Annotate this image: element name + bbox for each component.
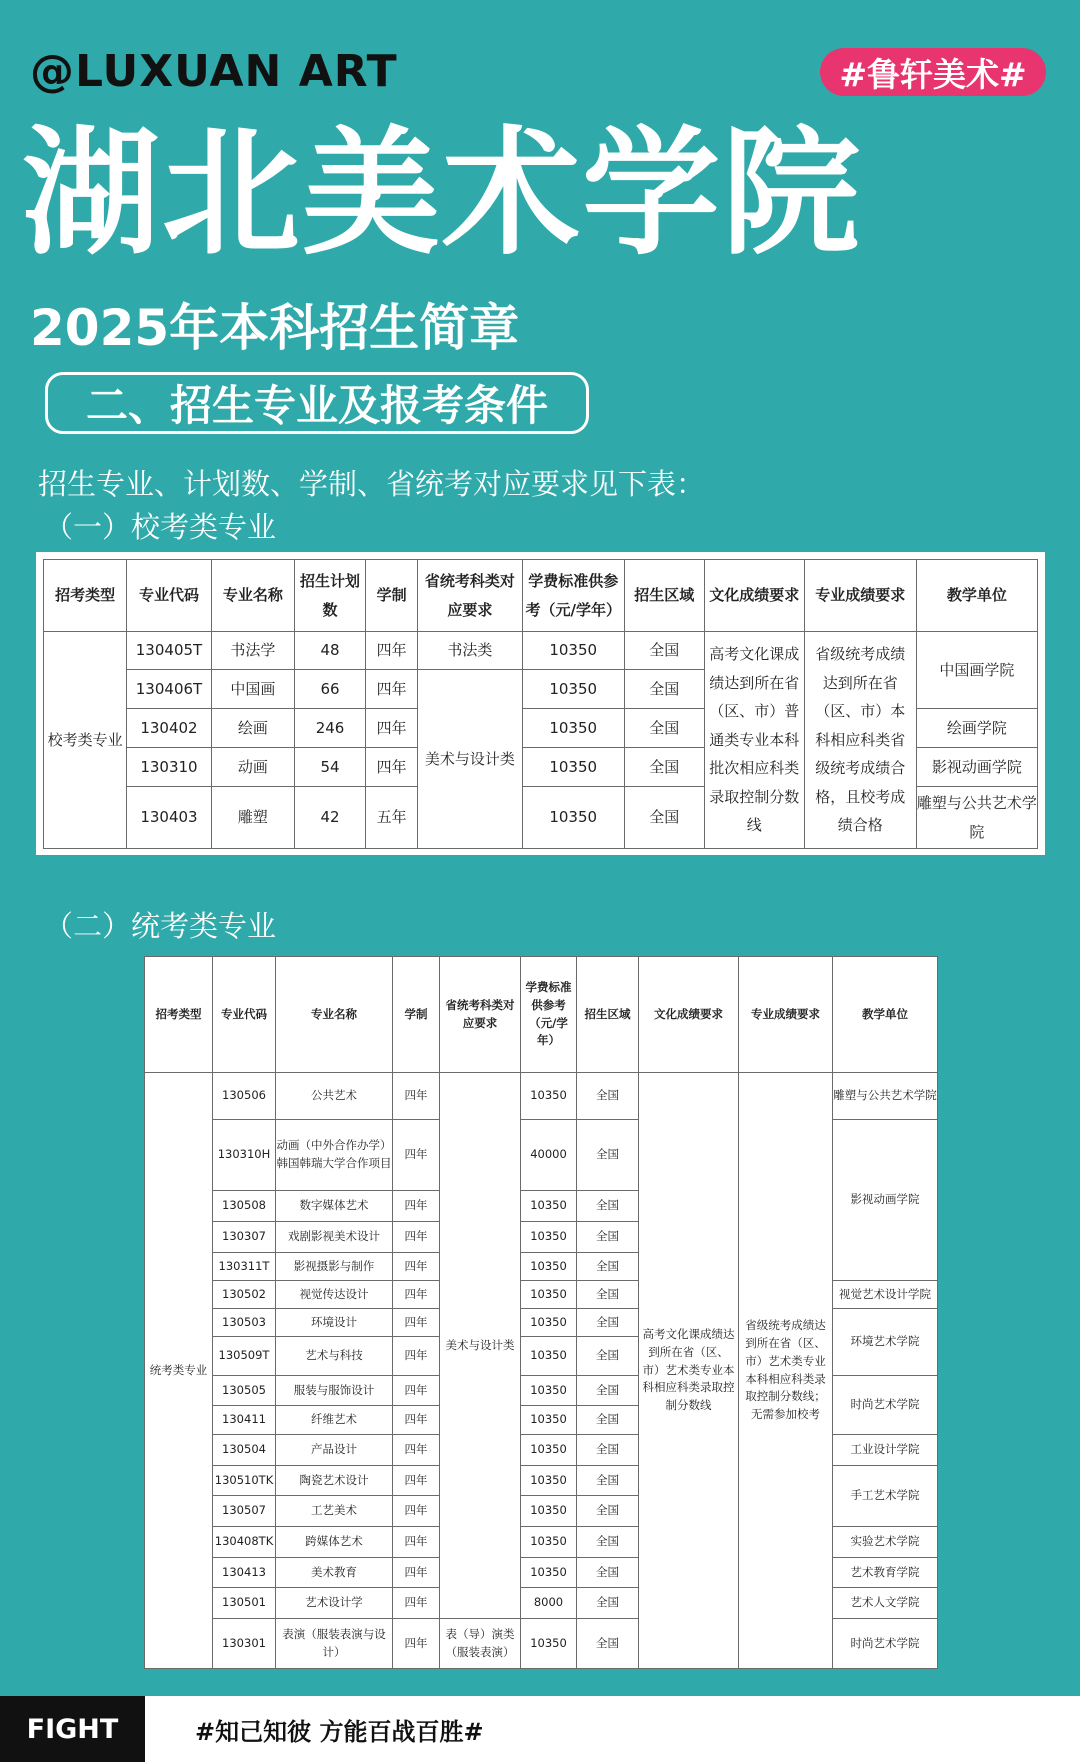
enroll-region: 全国 [577,1376,639,1406]
column-header: 文化成绩要求 [704,560,804,632]
school-exam-heading: （一）校考类专业 [44,510,277,544]
major-code: 130508 [213,1191,276,1222]
table-header-row [44,560,1038,632]
tuition-fee: 10350 [521,1253,577,1281]
tuition-fee: 10350 [521,1191,577,1222]
major-code: 130510TK [213,1466,276,1496]
culture-requirement: 高考文化课成绩达到所在省（区、市）普通类专业本科批次相应科类录取控制分数线 [704,632,804,849]
enroll-region: 全国 [577,1253,639,1281]
enroll-region: 全国 [624,787,704,849]
teaching-unit: 工业设计学院 [833,1435,938,1466]
major-code: 130501 [213,1588,276,1619]
plan-count: 42 [294,787,365,849]
study-years: 四年 [393,1073,440,1120]
plan-count: 246 [294,709,365,748]
teaching-unit: 时尚艺术学院 [833,1619,938,1669]
teaching-unit: 环境艺术学院 [833,1309,938,1376]
column-header: 招考类型 [44,560,127,632]
column-header: 文化成绩要求 [639,957,739,1073]
tuition-fee: 10350 [522,748,624,787]
study-years: 四年 [393,1558,440,1588]
tuition-fee: 10350 [521,1558,577,1588]
enroll-region: 全国 [577,1222,639,1253]
tuition-fee: 10350 [521,1222,577,1253]
study-years: 四年 [366,670,418,709]
study-years: 四年 [393,1191,440,1222]
page-title: 湖北美术学院 [22,113,863,274]
study-years: 四年 [393,1496,440,1527]
major-name: 产品设计 [276,1435,393,1466]
study-years: 四年 [393,1222,440,1253]
study-years: 四年 [393,1309,440,1337]
enroll-region: 全国 [624,748,704,787]
column-header: 专业名称 [211,560,294,632]
column-header: 招生区域 [577,957,639,1073]
culture-requirement: 高考文化课成绩达到所在省（区、市）艺术类专业本科相应科类录取控制分数线 [639,1073,739,1669]
study-years: 四年 [393,1619,440,1669]
tuition-fee: 10350 [522,709,624,748]
study-years: 四年 [366,632,418,670]
intro-text: 招生专业、计划数、学制、省统考对应要求见下表： [38,467,706,501]
study-years: 四年 [393,1466,440,1496]
enroll-region: 全国 [577,1527,639,1558]
teaching-unit: 影视动画学院 [916,748,1037,787]
major-name: 陶瓷艺术设计 [276,1466,393,1496]
column-header: 专业代码 [127,560,211,632]
major-code: 130403 [127,787,211,849]
brand-watermark: @LUXUAN ART [30,46,398,97]
major-name: 视觉传达设计 [276,1281,393,1309]
tuition-fee: 10350 [521,1309,577,1337]
footer-slogan: #知己知彼 方能百战百胜# [195,1717,484,1746]
enroll-region: 全国 [577,1191,639,1222]
major-code: 130504 [213,1435,276,1466]
major-code: 130311T [213,1253,276,1281]
tuition-fee: 8000 [521,1588,577,1619]
column-header: 专业名称 [276,957,393,1073]
major-name: 动画 [211,748,294,787]
teaching-unit: 绘画学院 [916,709,1037,748]
study-years: 四年 [393,1527,440,1558]
major-code: 130502 [213,1281,276,1309]
enroll-region: 全国 [624,670,704,709]
school-exam-table-card [36,552,1045,855]
teaching-unit: 雕塑与公共艺术学院 [916,787,1037,849]
teaching-unit: 手工艺术学院 [833,1466,938,1527]
teaching-unit: 时尚艺术学院 [833,1376,938,1435]
major-name: 绘画 [211,709,294,748]
major-code: 130411 [213,1406,276,1435]
column-header: 专业代码 [213,957,276,1073]
major-name: 工艺美术 [276,1496,393,1527]
major-code: 130506 [213,1073,276,1120]
column-header: 招考类型 [145,957,213,1073]
study-years: 四年 [393,1337,440,1376]
column-header: 学制 [393,957,440,1073]
subject-requirement: 表（导）演类（服装表演） [440,1619,521,1669]
teaching-unit: 艺术人文学院 [833,1588,938,1619]
enroll-region: 全国 [624,709,704,748]
subject-requirement: 美术与设计类 [440,1073,521,1619]
column-header: 教学单位 [833,957,938,1073]
table-row [145,1073,938,1120]
study-years: 四年 [393,1376,440,1406]
teaching-unit: 视觉艺术设计学院 [833,1281,938,1309]
major-code: 130301 [213,1619,276,1669]
major-name: 公共艺术 [276,1073,393,1120]
enroll-region: 全国 [577,1073,639,1120]
table-header-row [145,957,938,1073]
unified-exam-table-card [144,956,937,1668]
major-code: 130310H [213,1120,276,1191]
tuition-fee: 10350 [521,1496,577,1527]
tuition-fee: 10350 [521,1073,577,1120]
column-header: 学费标准供参考（元/学年） [522,560,624,632]
major-code: 130405T [127,632,211,670]
plan-count: 48 [294,632,365,670]
major-name: 表演（服装表演与设计） [276,1619,393,1669]
column-header: 专业成绩要求 [804,560,916,632]
tuition-fee: 10350 [521,1406,577,1435]
exam-type-cell: 校考类专业 [44,632,127,849]
tuition-fee: 10350 [521,1281,577,1309]
major-code: 130310 [127,748,211,787]
major-name: 雕塑 [211,787,294,849]
tuition-fee: 10350 [521,1527,577,1558]
major-code: 130406T [127,670,211,709]
major-name: 数字媒体艺术 [276,1191,393,1222]
tuition-fee: 10350 [522,632,624,670]
major-code: 130402 [127,709,211,748]
study-years: 四年 [393,1281,440,1309]
section-heading: 二、招生专业及报考条件 [45,372,589,434]
study-years: 四年 [393,1120,440,1191]
subject-requirement: 美术与设计类 [418,670,522,849]
teaching-unit: 实验艺术学院 [833,1527,938,1558]
major-code: 130413 [213,1558,276,1588]
major-name: 美术教育 [276,1558,393,1588]
enroll-region: 全国 [577,1281,639,1309]
column-header: 省统考科类对应要求 [440,957,521,1073]
study-years: 四年 [366,748,418,787]
plan-count: 54 [294,748,365,787]
major-code: 130503 [213,1309,276,1337]
major-name: 纤维艺术 [276,1406,393,1435]
column-header: 招生区域 [624,560,704,632]
subject-requirement: 书法类 [418,632,522,670]
plan-count: 66 [294,670,365,709]
major-name: 艺术设计学 [276,1588,393,1619]
column-header: 专业成绩要求 [739,957,833,1073]
enroll-region: 全国 [577,1466,639,1496]
major-code: 130509T [213,1337,276,1376]
column-header: 省统考科类对应要求 [418,560,522,632]
fight-label: FIGHT [0,1696,145,1762]
enroll-region: 全国 [577,1588,639,1619]
study-years: 四年 [393,1435,440,1466]
major-code: 130505 [213,1376,276,1406]
study-years: 五年 [366,787,418,849]
major-name: 跨媒体艺术 [276,1527,393,1558]
enroll-region: 全国 [624,632,704,670]
major-code: 130408TK [213,1527,276,1558]
study-years: 四年 [366,709,418,748]
unified-exam-table [144,956,938,1669]
enroll-region: 全国 [577,1406,639,1435]
enroll-region: 全国 [577,1337,639,1376]
major-name: 环境设计 [276,1309,393,1337]
major-name: 戏剧影视美术设计 [276,1222,393,1253]
major-name: 服装与服饰设计 [276,1376,393,1406]
page-subtitle: 2025年本科招生简章 [30,299,520,357]
tuition-fee: 10350 [521,1337,577,1376]
table-row [44,632,1038,670]
major-name: 动画（中外合作办学）韩国韩瑞大学合作项目 [276,1120,393,1191]
enroll-region: 全国 [577,1558,639,1588]
column-header: 教学单位 [916,560,1037,632]
hashtag-badge: #鲁轩美术# [820,48,1046,96]
enroll-region: 全国 [577,1435,639,1466]
teaching-unit: 艺术教育学院 [833,1558,938,1588]
tuition-fee: 10350 [522,670,624,709]
unified-exam-heading: （二）统考类专业 [44,909,277,943]
major-code: 130307 [213,1222,276,1253]
major-requirement: 省级统考成绩达到所在省（区、市）本科相应科类省级统考成绩合格，且校考成绩合格 [804,632,916,849]
teaching-unit: 雕塑与公共艺术学院 [833,1073,938,1120]
teaching-unit: 影视动画学院 [833,1120,938,1281]
tuition-fee: 10350 [521,1435,577,1466]
tuition-fee: 10350 [521,1466,577,1496]
enroll-region: 全国 [577,1120,639,1191]
major-code: 130507 [213,1496,276,1527]
enroll-region: 全国 [577,1619,639,1669]
major-name: 艺术与科技 [276,1337,393,1376]
tuition-fee: 10350 [521,1376,577,1406]
school-exam-table [43,559,1038,849]
major-requirement: 省级统考成绩达到所在省（区、市）艺术类专业本科相应科类录取控制分数线；无需参加校考 [739,1073,833,1669]
tuition-fee: 40000 [521,1120,577,1191]
teaching-unit: 中国画学院 [916,632,1037,709]
major-name: 中国画 [211,670,294,709]
study-years: 四年 [393,1253,440,1281]
column-header: 招生计划数 [294,560,365,632]
study-years: 四年 [393,1588,440,1619]
footer-bar [0,1696,1080,1762]
column-header: 学费标准供参考（元/学年） [521,957,577,1073]
exam-type-cell: 统考类专业 [145,1073,213,1669]
study-years: 四年 [393,1406,440,1435]
enroll-region: 全国 [577,1309,639,1337]
major-name: 影视摄影与制作 [276,1253,393,1281]
column-header: 学制 [366,560,418,632]
tuition-fee: 10350 [522,787,624,849]
major-name: 书法学 [211,632,294,670]
tuition-fee: 10350 [521,1619,577,1669]
enroll-region: 全国 [577,1496,639,1527]
